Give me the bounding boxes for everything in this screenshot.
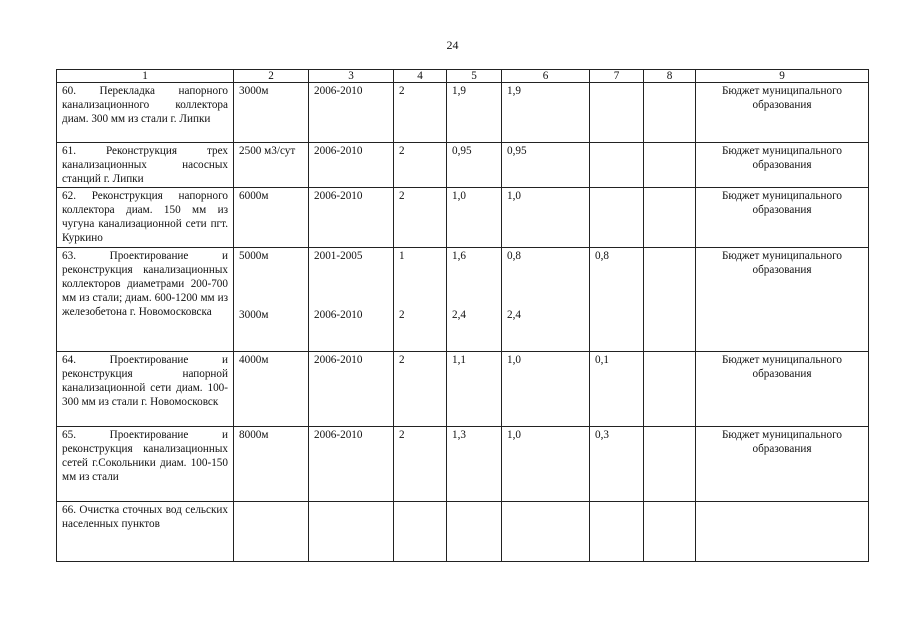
period-stage-1: 2001-2005 xyxy=(314,250,363,262)
volume-stage-1: 5000м xyxy=(239,250,269,262)
total-cell xyxy=(447,502,502,562)
stage-1: 1 xyxy=(399,250,405,262)
total-cell: 0,95 xyxy=(447,143,502,188)
table-row xyxy=(57,83,869,143)
stage-2: 2 xyxy=(399,309,405,321)
header-cell-4: 4 xyxy=(394,70,447,83)
table-row xyxy=(57,352,869,427)
value-col8-cell xyxy=(644,352,696,427)
value-col6-cell: 1,0 xyxy=(502,352,590,427)
stage-cell xyxy=(394,502,447,562)
stage-cell: 2 xyxy=(394,188,447,248)
volume-cell xyxy=(234,248,309,352)
period-cell: 2006-2010 xyxy=(309,143,394,188)
funding-source-cell xyxy=(696,502,869,562)
funding-source-cell: Бюджет муниципального образования xyxy=(696,188,869,248)
value-col6-cell: 1,0 xyxy=(502,427,590,502)
stage-cell: 2 xyxy=(394,427,447,502)
value-col8-cell xyxy=(644,83,696,143)
table-row xyxy=(57,427,869,502)
volume-cell: 3000м xyxy=(234,83,309,143)
value-col7-cell xyxy=(590,502,644,562)
period-cell: 2006-2010 xyxy=(309,352,394,427)
volume-cell: 8000м xyxy=(234,427,309,502)
total-cell: 1,9 xyxy=(447,83,502,143)
value-col8-cell xyxy=(644,188,696,248)
funding-source-cell: Бюджет муниципального образования xyxy=(696,248,869,352)
table-row xyxy=(57,502,869,562)
funding-source-cell: Бюджет муниципального образования xyxy=(696,352,869,427)
header-cell-3: 3 xyxy=(309,70,394,83)
stage-cell: 2 xyxy=(394,143,447,188)
period-cell xyxy=(309,248,394,352)
value-col7-cell xyxy=(590,188,644,248)
page-number: 24 xyxy=(446,38,459,52)
measure-description: 60. Перекладка напорного канализационного коллектора диам. 300 мм из стали г. Липки xyxy=(57,83,234,143)
col6-stage-1: 0,8 xyxy=(507,250,521,262)
total-cell xyxy=(447,248,502,352)
stage-cell: 2 xyxy=(394,352,447,427)
value-col7-cell: 0,3 xyxy=(590,427,644,502)
value-col8-cell xyxy=(644,502,696,562)
measure-description: 64. Проектирование и реконструкция напорной канализационной сети диам. 100-300 мм из стали г. Новомосковск xyxy=(57,352,234,427)
total-cell: 1,0 xyxy=(447,188,502,248)
total-stage-2: 2,4 xyxy=(452,309,466,321)
total-cell: 1,3 xyxy=(447,427,502,502)
volume-stage-2: 3000м xyxy=(239,309,269,321)
header-cell-7: 7 xyxy=(590,70,644,83)
measure-description: 62. Реконструкция напорного коллектора диам. 150 мм из чугуна канализационной сети пгт. Куркино xyxy=(57,188,234,248)
col6-stage-2: 2,4 xyxy=(507,309,521,321)
program-table xyxy=(56,69,869,562)
measure-description: 66. Очистка сточных вод сельских населенных пунктов xyxy=(57,502,234,562)
value-col8-cell xyxy=(644,427,696,502)
table-row xyxy=(57,143,869,188)
volume-cell: 2500 м3/сут xyxy=(234,143,309,188)
value-col6-cell xyxy=(502,502,590,562)
measure-description: 63. Проектирование и реконструкция канализационных коллекторов диаметрами 200-700 мм из стали; диам. 600-1200 мм из железобетона г. Новомосковска xyxy=(57,248,234,352)
header-cell-2: 2 xyxy=(234,70,309,83)
volume-cell: 6000м xyxy=(234,188,309,248)
period-cell xyxy=(309,502,394,562)
value-col6-cell: 1,9 xyxy=(502,83,590,143)
funding-source-cell: Бюджет муниципального образования xyxy=(696,427,869,502)
value-col6-cell: 0,95 xyxy=(502,143,590,188)
period-stage-2: 2006-2010 xyxy=(314,309,363,321)
table-row xyxy=(57,188,869,248)
value-col7-cell xyxy=(590,83,644,143)
value-col7-cell: 0,8 xyxy=(590,248,644,352)
stage-cell xyxy=(394,248,447,352)
header-cell-8: 8 xyxy=(644,70,696,83)
period-cell: 2006-2010 xyxy=(309,83,394,143)
header-row xyxy=(57,70,869,83)
stage-cell: 2 xyxy=(394,83,447,143)
total-cell: 1,1 xyxy=(447,352,502,427)
value-col8-cell xyxy=(644,248,696,352)
value-col6-cell xyxy=(502,248,590,352)
funding-source-cell: Бюджет муниципального образования xyxy=(696,83,869,143)
measure-description: 61. Реконструкция трех канализационных насосных станций г. Липки xyxy=(57,143,234,188)
total-stage-1: 1,6 xyxy=(452,250,466,262)
period-cell: 2006-2010 xyxy=(309,188,394,248)
funding-source-cell: Бюджет муниципального образования xyxy=(696,143,869,188)
measure-description: 65. Проектирование и реконструкция канализационных сетей г.Сокольники диам. 100-150 мм из стали xyxy=(57,427,234,502)
table-row xyxy=(57,248,869,352)
header-cell-9: 9 xyxy=(696,70,869,83)
header-cell-1: 1 xyxy=(57,70,234,83)
value-col6-cell: 1,0 xyxy=(502,188,590,248)
period-cell: 2006-2010 xyxy=(309,427,394,502)
volume-cell: 4000м xyxy=(234,352,309,427)
header-cell-6: 6 xyxy=(502,70,590,83)
value-col7-cell: 0,1 xyxy=(590,352,644,427)
header-cell-5: 5 xyxy=(447,70,502,83)
volume-cell xyxy=(234,502,309,562)
value-col7-cell xyxy=(590,143,644,188)
value-col8-cell xyxy=(644,143,696,188)
